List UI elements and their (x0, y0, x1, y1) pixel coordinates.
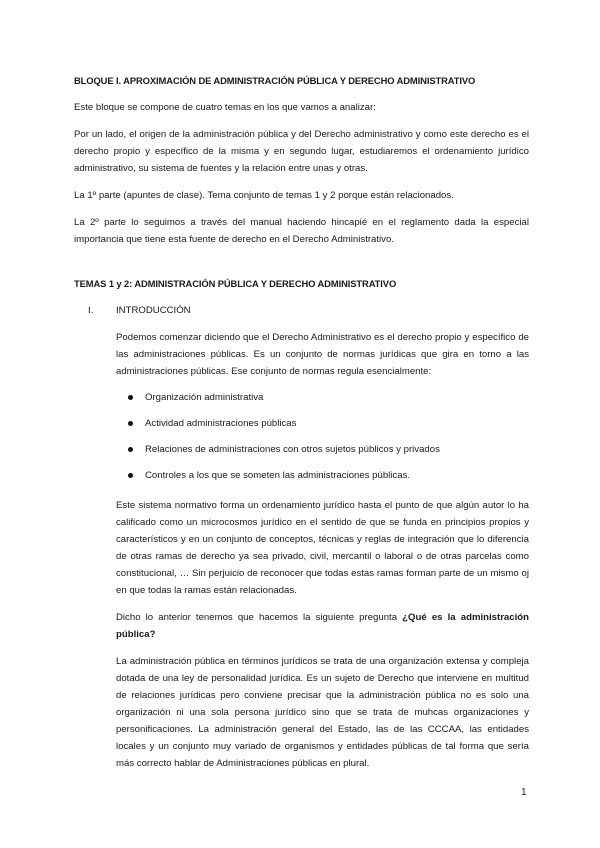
bullet-icon (128, 421, 133, 426)
question-bold: ¿Qué es la administración pública? (116, 612, 529, 640)
paragraph-origin: Por un lado, el origen de la administración pública y del Derecho administrativo y como este derecho es el derecho propio y específico de la misma y en segundo lugar, estudiaremos el ordenamiento jurídico administrativo, su sistema de fuentes y la relación entre unas y otras. (74, 129, 529, 174)
section-title: INTRODUCCIÓN (116, 305, 191, 316)
page-content (74, 72, 529, 772)
list-item: Relaciones de administraciones con otros sujetos públicos y privados (128, 441, 529, 467)
block-title: BLOQUE I. APROXIMACIÓN DE ADMINISTRACIÓN PÚBLICA Y DERECHO ADMINISTRATIVO (74, 75, 476, 86)
paragraph-definition: Podemos comenzar diciendo que el Derecho Administrativo es el derecho propio y específico de las administraciones públicas. Es un conjunto de normas jurídicas que gira en torno a las administraciones públicas. Ese conjunto de normas regula esencialmente: (116, 332, 529, 377)
list-item: Organización administrativa (128, 389, 529, 415)
bullet-icon (128, 447, 133, 452)
section-number: I. (88, 305, 94, 316)
paragraph-public-administration: La administración pública en términos jurídicos se trata de una organización extensa y compleja dotada de una ley de personalidad jurídica. Es un sujeto de Derecho que interviene en multitud de relaciones jurídicas pero conviene precisar que la administración pública no es solo una organización ni una sola persona jurídico sino que se trata de muhcas organizaciones y personificaciones. La administración general del Estado, las de las CCCAA, las entidades locales y un conjunto muy variado de organismos y entidades públicas de tal forma que sería más correcto hablar de Administraciones públicas en plural. (116, 656, 529, 769)
page-number: 1 (521, 787, 527, 798)
bullet-list (128, 389, 529, 493)
section-heading (74, 302, 529, 319)
list-item: Controles a los que se someten las administraciones públicas. (128, 467, 529, 493)
paragraph-normative-system: Este sistema normativo forma un ordenamiento jurídico hasta el punto de que algún autor lo ha calificado como un microcosmos jurídico en el sentido de que se funda en principios propios y característicos y en un conjunto de conceptos, técnicas y reglas de integración que lo diferencia de otras ramas de derecho ya sea privado, civil, mercantil o laboral o de otras parcelas como constitucional, … Sin perjuicio de reconocer que todas estas ramas forman parte de un mismo oj en que todas la ramas están relacionadas. (116, 500, 529, 596)
bullet-icon (128, 395, 133, 400)
topic-title: TEMAS 1 y 2: ADMINISTRACIÓN PÚBLICA Y DERECHO ADMINISTRATIVO (74, 278, 397, 289)
paragraph-question: Dicho lo anterior tenemos que hacemos la siguiente pregunta ¿Qué es la administración pública? (116, 612, 529, 640)
paragraph-part-one: La 1º parte (apuntes de clase). Tema conjunto de temas 1 y 2 porque están relacionados. (74, 190, 454, 201)
paragraph-part-two: La 2º parte lo seguimos a través del manual haciendo hincapié en el reglamento dada la especial importancia que tiene esta fuente de derecho en el Derecho Administrativo. (74, 217, 529, 245)
list-item: Actividad administraciones públicas (128, 415, 529, 441)
intro-line: Este bloque se compone de cuatro temas en los que vamos a analizar: (74, 102, 376, 113)
bullet-icon (128, 473, 133, 478)
